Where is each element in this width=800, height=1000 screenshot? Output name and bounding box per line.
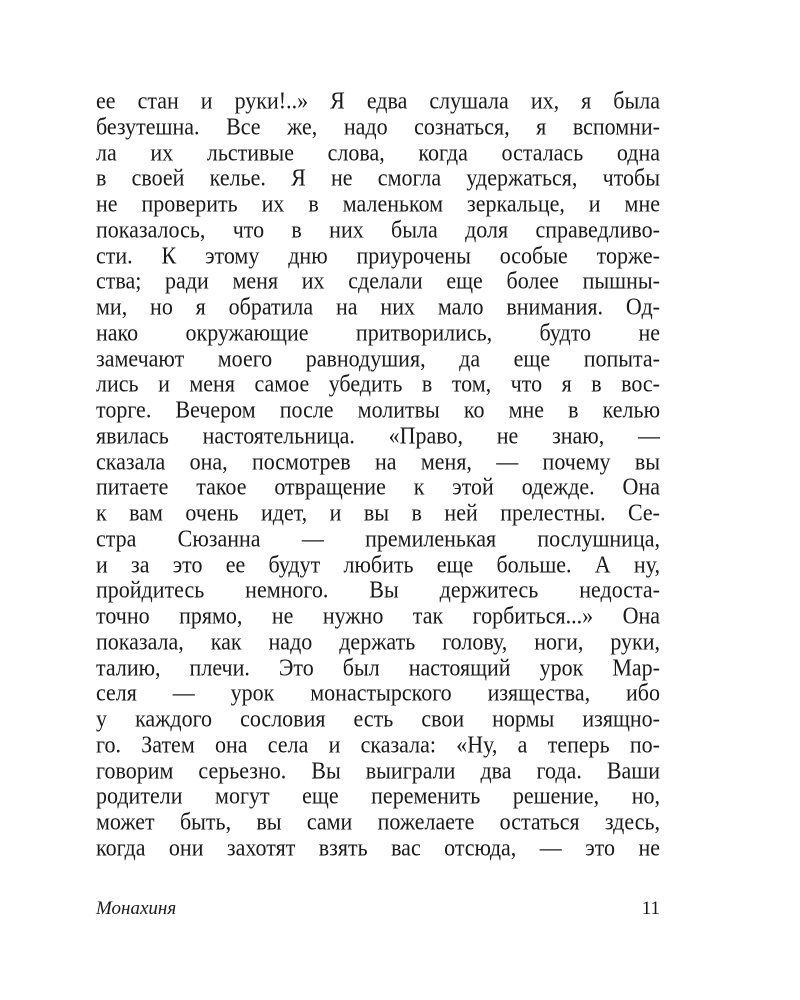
- running-title: Монахиня: [96, 898, 177, 919]
- text-line: у каждого сословия есть свои нормы изящно-: [96, 704, 660, 732]
- text-line: торге. Вечером после молитвы ко мне в келью: [96, 395, 660, 423]
- text-line: точно прямо, не нужно так горбиться...» Она: [96, 601, 660, 629]
- page-footer: [96, 894, 660, 924]
- text-line: лись и меня самое убедить в том, что я в вос-: [96, 370, 660, 398]
- body-text: [96, 88, 660, 861]
- text-line: ее стан и руки!..» Я едва слушала их, я была: [96, 86, 660, 114]
- text-line: может быть, вы сами пожелаете остаться здесь,: [96, 807, 660, 835]
- text-line: питаете такое отвращение к этой одежде. Она: [96, 473, 660, 501]
- text-line: явилась настоятельница. «Право, не знаю, —: [96, 421, 660, 449]
- text-line: стра Сюзанна — премиленькая послушница,: [96, 524, 660, 552]
- text-line: и за это ее будут любить еще больше. А ну,: [96, 550, 660, 578]
- text-line: не проверить их в маленьком зеркальце, и мне: [96, 189, 660, 217]
- text-line: сти. К этому дню приурочены особые торже-: [96, 241, 660, 269]
- text-line: ми, но я обратила на них мало внимания. Од-: [96, 292, 660, 320]
- text-line: показалось, что в них была доля справедливо-: [96, 215, 660, 243]
- text-line: безутешна. Все же, надо сознаться, я вспомни-: [96, 112, 660, 140]
- text-line: замечают моего равнодушия, да еще попыта-: [96, 344, 660, 372]
- text-line: талию, плечи. Это был настоящий урок Мар-: [96, 653, 660, 681]
- text-line: нако окружающие притворились, будто не: [96, 318, 660, 346]
- page-number: 11: [641, 898, 660, 919]
- text-line: ства; ради меня их сделали еще более пышны-: [96, 267, 660, 295]
- text-line: когда они захотят взять вас отсюда, — это не: [96, 833, 660, 861]
- text-line: говорим серьезно. Вы выиграли два года. Ваши: [96, 756, 660, 784]
- text-line: к вам очень идет, и вы в ней прелестны. Се-: [96, 498, 660, 526]
- text-line: го. Затем она села и сказала: «Ну, а теперь по-: [96, 730, 660, 758]
- text-line: в своей келье. Я не смогла удержаться, чтобы: [96, 164, 660, 192]
- text-line: селя — урок монастырского изящества, ибо: [96, 679, 660, 707]
- text-line: сказала она, посмотрев на меня, — почему вы: [96, 447, 660, 475]
- text-line: родители могут еще переменить решение, но,: [96, 782, 660, 810]
- text-line: ла их льстивые слова, когда осталась одна: [96, 138, 660, 166]
- text-line: показала, как надо держать голову, ноги, руки,: [96, 627, 660, 655]
- text-line: пройдитесь немного. Вы держитесь недоста-: [96, 576, 660, 604]
